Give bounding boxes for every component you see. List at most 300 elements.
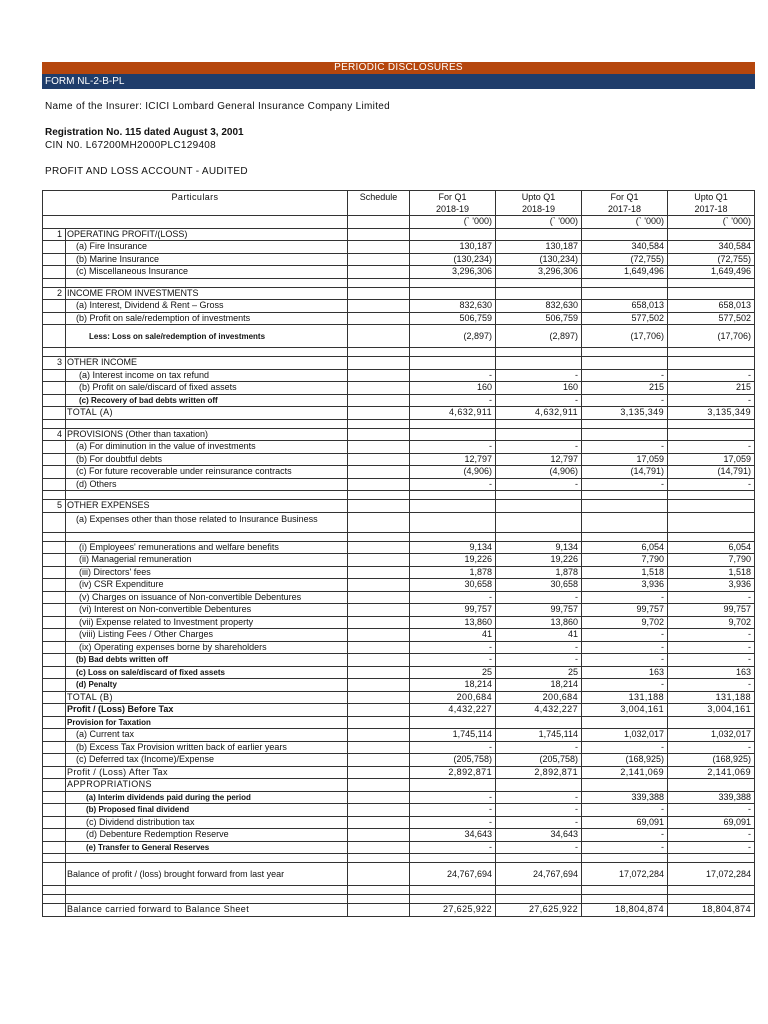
spacer-row [43, 348, 755, 357]
row-number [43, 679, 66, 692]
row-label: (d) Penalty [66, 679, 348, 692]
row-value [582, 779, 668, 792]
row-number: 4 [43, 428, 66, 441]
row-value [582, 512, 668, 532]
row-value: - [496, 841, 582, 854]
row-value: (2,897) [410, 325, 496, 348]
row-number [43, 829, 66, 842]
row-value: (130,234) [410, 253, 496, 266]
row-value: - [668, 641, 755, 654]
row-number: 2 [43, 287, 66, 300]
row-label: (v) Charges on issuance of Non-convertible Debentures [66, 591, 348, 604]
spacer-row [43, 419, 755, 428]
table-row [43, 904, 755, 917]
row-label: (a) Fire Insurance [66, 241, 348, 254]
row-value [668, 500, 755, 513]
row-schedule [348, 382, 410, 395]
table-row [43, 266, 755, 279]
row-value: 19,226 [410, 554, 496, 567]
row-number [43, 312, 66, 325]
row-schedule [348, 441, 410, 454]
row-value: 131,188 [668, 691, 755, 704]
row-value: 69,091 [668, 816, 755, 829]
row-value: - [496, 641, 582, 654]
row-label: (c) For future recoverable under reinsurance contracts [66, 466, 348, 479]
row-label: (d) Debenture Redemption Reserve [66, 829, 348, 842]
unit-row [43, 216, 755, 229]
row-label: (b) Marine Insurance [66, 253, 348, 266]
row-label: Balance of profit / (loss) brought forward from last year [66, 863, 348, 886]
table-row [43, 500, 755, 513]
table-row [43, 382, 755, 395]
table-row [43, 591, 755, 604]
row-label: (c) Miscellaneous Insurance [66, 266, 348, 279]
row-value: 130,187 [496, 241, 582, 254]
row-value: - [668, 478, 755, 491]
row-value: 339,388 [582, 791, 668, 804]
table-row [43, 816, 755, 829]
row-value: 3,936 [582, 579, 668, 592]
row-value: - [668, 829, 755, 842]
row-value: 832,630 [496, 300, 582, 313]
row-label: INCOME FROM INVESTMENTS [66, 287, 348, 300]
row-label: (b) Profit on sale/discard of fixed assets [66, 382, 348, 395]
row-schedule [348, 679, 410, 692]
table-row [43, 641, 755, 654]
row-value: 99,757 [668, 604, 755, 617]
row-value: 27,625,922 [410, 904, 496, 917]
row-value: (2,897) [496, 325, 582, 348]
row-value: (168,925) [582, 754, 668, 767]
row-value: 200,684 [410, 691, 496, 704]
row-value: (72,755) [582, 253, 668, 266]
spacer-row [43, 886, 755, 895]
row-schedule [348, 300, 410, 313]
row-schedule [348, 704, 410, 717]
row-value: - [582, 641, 668, 654]
row-value [582, 357, 668, 370]
row-number [43, 791, 66, 804]
row-number [43, 729, 66, 742]
row-value [668, 287, 755, 300]
row-label: (b) For doubtful debts [66, 453, 348, 466]
row-schedule [348, 666, 410, 679]
row-value: - [496, 791, 582, 804]
row-value: 200,684 [496, 691, 582, 704]
row-number [43, 325, 66, 348]
header-particulars: Particulars [43, 191, 348, 216]
row-value: 4,632,911 [410, 407, 496, 420]
row-number [43, 300, 66, 313]
row-schedule [348, 554, 410, 567]
row-schedule [348, 616, 410, 629]
row-value [410, 287, 496, 300]
statement-title: PROFIT AND LOSS ACCOUNT - AUDITED [45, 166, 248, 177]
row-schedule [348, 228, 410, 241]
row-value [410, 357, 496, 370]
table-row [43, 804, 755, 817]
spacer-row [43, 532, 755, 541]
row-number [43, 716, 66, 729]
row-number [43, 478, 66, 491]
row-value: - [668, 741, 755, 754]
row-value [668, 228, 755, 241]
row-label: (c) Dividend distribution tax [66, 816, 348, 829]
row-number [43, 616, 66, 629]
row-value: 12,797 [496, 453, 582, 466]
row-value: - [582, 829, 668, 842]
row-number [43, 691, 66, 704]
row-schedule [348, 428, 410, 441]
row-value [410, 512, 496, 532]
row-value: - [582, 741, 668, 754]
row-number [43, 666, 66, 679]
row-value: - [668, 394, 755, 407]
row-value [668, 428, 755, 441]
row-value: (17,706) [668, 325, 755, 348]
row-value [496, 512, 582, 532]
row-number [43, 704, 66, 717]
row-value [668, 357, 755, 370]
row-label: (iii) Directors' fees [66, 566, 348, 579]
row-value: 17,059 [668, 453, 755, 466]
table-row [43, 779, 755, 792]
row-value: 3,004,161 [668, 704, 755, 717]
table-row [43, 841, 755, 854]
row-value: 1,649,496 [668, 266, 755, 279]
row-schedule [348, 641, 410, 654]
row-value: - [582, 591, 668, 604]
row-schedule [348, 241, 410, 254]
row-value: - [582, 629, 668, 642]
row-label: (c) Recovery of bad debts written off [66, 394, 348, 407]
row-value: - [582, 804, 668, 817]
row-value: 99,757 [582, 604, 668, 617]
row-value [582, 228, 668, 241]
row-schedule [348, 453, 410, 466]
row-label: Profit / (Loss) Before Tax [66, 704, 348, 717]
table-row [43, 741, 755, 754]
table-row [43, 228, 755, 241]
row-number [43, 654, 66, 667]
row-value: 99,757 [410, 604, 496, 617]
row-number: 1 [43, 228, 66, 241]
row-value: - [668, 679, 755, 692]
row-value: 13,860 [410, 616, 496, 629]
row-value: - [496, 741, 582, 754]
row-value: 9,134 [410, 541, 496, 554]
unit-label: (` '000) [496, 216, 582, 229]
periodic-disclosures-banner: PERIODIC DISCLOSURES [42, 62, 755, 74]
row-value: 17,072,284 [668, 863, 755, 886]
row-value [410, 500, 496, 513]
row-schedule [348, 779, 410, 792]
row-value [582, 428, 668, 441]
row-value: 506,759 [496, 312, 582, 325]
table-row [43, 453, 755, 466]
row-value: 6,054 [582, 541, 668, 554]
table-row [43, 579, 755, 592]
row-value: - [582, 441, 668, 454]
table-row [43, 287, 755, 300]
row-schedule [348, 478, 410, 491]
table-row [43, 325, 755, 348]
table-row [43, 754, 755, 767]
row-value: 131,188 [582, 691, 668, 704]
row-value: - [410, 804, 496, 817]
table-row [43, 704, 755, 717]
row-value: (4,906) [496, 466, 582, 479]
row-number [43, 816, 66, 829]
row-number [43, 741, 66, 754]
row-value: - [668, 629, 755, 642]
row-schedule [348, 629, 410, 642]
row-value: 27,625,922 [496, 904, 582, 917]
row-label: (c) Deferred tax (Income)/Expense [66, 754, 348, 767]
row-label: (a) Current tax [66, 729, 348, 742]
row-label: (a) Interest, Dividend & Rent – Gross [66, 300, 348, 313]
row-value: 160 [410, 382, 496, 395]
row-schedule [348, 829, 410, 842]
table-row [43, 369, 755, 382]
row-value: 34,643 [496, 829, 582, 842]
table-row [43, 441, 755, 454]
row-schedule [348, 253, 410, 266]
row-value: 832,630 [410, 300, 496, 313]
row-value: - [410, 441, 496, 454]
table-row [43, 604, 755, 617]
row-value: 3,004,161 [582, 704, 668, 717]
row-value [410, 228, 496, 241]
row-schedule [348, 804, 410, 817]
row-value: 18,804,874 [582, 904, 668, 917]
row-schedule [348, 816, 410, 829]
row-number [43, 863, 66, 886]
row-schedule [348, 357, 410, 370]
row-value: - [496, 478, 582, 491]
row-label: (a) Interest income on tax refund [66, 369, 348, 382]
row-label: (b) Bad debts written off [66, 654, 348, 667]
row-value: 17,072,284 [582, 863, 668, 886]
row-value: (72,755) [668, 253, 755, 266]
row-number [43, 394, 66, 407]
row-value: 69,091 [582, 816, 668, 829]
row-value: 340,584 [668, 241, 755, 254]
row-label: (d) Others [66, 478, 348, 491]
table-row [43, 716, 755, 729]
row-number: 5 [43, 500, 66, 513]
row-number [43, 591, 66, 604]
row-value: 2,892,871 [496, 766, 582, 779]
row-number [43, 512, 66, 532]
row-label: (ii) Managerial remuneration [66, 554, 348, 567]
row-number [43, 904, 66, 917]
row-value: 1,518 [668, 566, 755, 579]
table-row [43, 407, 755, 420]
cin-number: CIN N0. L67200MH2000PLC129408 [45, 140, 217, 151]
row-value [496, 500, 582, 513]
table-row [43, 666, 755, 679]
row-value: 99,757 [496, 604, 582, 617]
row-value: - [582, 394, 668, 407]
row-value: 30,658 [496, 579, 582, 592]
profit-loss-table [42, 190, 755, 917]
row-value [582, 716, 668, 729]
table-row [43, 312, 755, 325]
row-number [43, 629, 66, 642]
table-row [43, 253, 755, 266]
row-schedule [348, 266, 410, 279]
row-label: Profit / (Loss) After Tax [66, 766, 348, 779]
insurer-name: Name of the Insurer: ICICI Lombard General Insurance Company Limited [45, 101, 390, 112]
row-value [582, 287, 668, 300]
row-value: - [496, 394, 582, 407]
row-label: TOTAL (B) [66, 691, 348, 704]
row-schedule [348, 369, 410, 382]
row-value: (4,906) [410, 466, 496, 479]
row-value [410, 779, 496, 792]
row-schedule [348, 407, 410, 420]
row-number [43, 407, 66, 420]
header-upto-q1-2017-18: Upto Q1 2017-18 [668, 191, 755, 216]
row-value: 13,860 [496, 616, 582, 629]
unit-label: (` '000) [582, 216, 668, 229]
row-value: 7,790 [582, 554, 668, 567]
row-value [496, 228, 582, 241]
table-row [43, 566, 755, 579]
row-value: 24,767,694 [410, 863, 496, 886]
row-value: 24,767,694 [496, 863, 582, 886]
row-value: - [496, 441, 582, 454]
row-number [43, 779, 66, 792]
table-row [43, 766, 755, 779]
row-label: (c) Loss on sale/discard of fixed assets [66, 666, 348, 679]
spacer-row [43, 854, 755, 863]
row-value: - [582, 369, 668, 382]
table-row [43, 729, 755, 742]
row-value: 2,892,871 [410, 766, 496, 779]
row-schedule [348, 741, 410, 754]
row-value: 1,878 [410, 566, 496, 579]
table-row [43, 654, 755, 667]
row-value: - [668, 804, 755, 817]
row-value: 7,790 [668, 554, 755, 567]
row-value: - [410, 641, 496, 654]
unit-label: (` '000) [668, 216, 755, 229]
row-value: 9,702 [668, 616, 755, 629]
row-value: 3,135,349 [582, 407, 668, 420]
row-value: - [410, 654, 496, 667]
row-schedule [348, 729, 410, 742]
row-value: 3,936 [668, 579, 755, 592]
row-schedule [348, 512, 410, 532]
row-value: - [668, 441, 755, 454]
row-schedule [348, 579, 410, 592]
row-schedule [348, 325, 410, 348]
table-row [43, 241, 755, 254]
row-label: Less: Loss on sale/redemption of investments [66, 325, 348, 348]
row-value: - [668, 841, 755, 854]
row-value: - [496, 369, 582, 382]
table-row [43, 691, 755, 704]
row-value: (14,791) [582, 466, 668, 479]
row-value: - [496, 591, 582, 604]
table-row [43, 863, 755, 886]
row-value: 1,878 [496, 566, 582, 579]
row-value: - [410, 816, 496, 829]
row-value: (14,791) [668, 466, 755, 479]
row-value: 130,187 [410, 241, 496, 254]
row-number [43, 641, 66, 654]
row-value: 3,296,306 [410, 266, 496, 279]
row-value: - [410, 478, 496, 491]
row-value: - [410, 394, 496, 407]
row-label: (a) Interim dividends paid during the period [66, 791, 348, 804]
row-value: 577,502 [668, 312, 755, 325]
form-id-bar: FORM NL-2-B-PL [42, 74, 755, 89]
header-upto-q1-2018-19: Upto Q1 2018-19 [496, 191, 582, 216]
row-label: (vii) Expense related to Investment property [66, 616, 348, 629]
row-number [43, 541, 66, 554]
row-label: Balance carried forward to Balance Sheet [66, 904, 348, 917]
row-schedule [348, 312, 410, 325]
row-number [43, 754, 66, 767]
row-value: 658,013 [668, 300, 755, 313]
spacer-row [43, 895, 755, 904]
row-value: - [582, 478, 668, 491]
row-label: (iv) CSR Expenditure [66, 579, 348, 592]
registration-number: Registration No. 115 dated August 3, 2001 [45, 127, 244, 138]
table-row [43, 512, 755, 532]
row-label: OTHER EXPENSES [66, 500, 348, 513]
row-schedule [348, 566, 410, 579]
row-value: 577,502 [582, 312, 668, 325]
row-value: - [410, 591, 496, 604]
table-row [43, 394, 755, 407]
row-schedule [348, 500, 410, 513]
row-number [43, 241, 66, 254]
row-label: (b) Excess Tax Provision written back of earlier years [66, 741, 348, 754]
row-value: (205,758) [410, 754, 496, 767]
table-row [43, 791, 755, 804]
row-schedule [348, 591, 410, 604]
row-value: 506,759 [410, 312, 496, 325]
row-value: 25 [496, 666, 582, 679]
row-value: - [582, 654, 668, 667]
row-value: 18,214 [410, 679, 496, 692]
table-row [43, 300, 755, 313]
row-value: - [496, 804, 582, 817]
row-value [668, 716, 755, 729]
row-value: 4,632,911 [496, 407, 582, 420]
row-schedule [348, 863, 410, 886]
row-value [496, 716, 582, 729]
row-schedule [348, 654, 410, 667]
row-schedule [348, 541, 410, 554]
table-row [43, 616, 755, 629]
row-value: 215 [668, 382, 755, 395]
row-value [496, 428, 582, 441]
header-q1-2018-19: For Q1 2018-19 [410, 191, 496, 216]
row-value: - [410, 791, 496, 804]
row-value: 18,214 [496, 679, 582, 692]
row-schedule [348, 754, 410, 767]
row-number [43, 369, 66, 382]
row-value: (205,758) [496, 754, 582, 767]
row-value: 163 [668, 666, 755, 679]
row-schedule [348, 766, 410, 779]
row-label: (ix) Operating expenses borne by shareholders [66, 641, 348, 654]
